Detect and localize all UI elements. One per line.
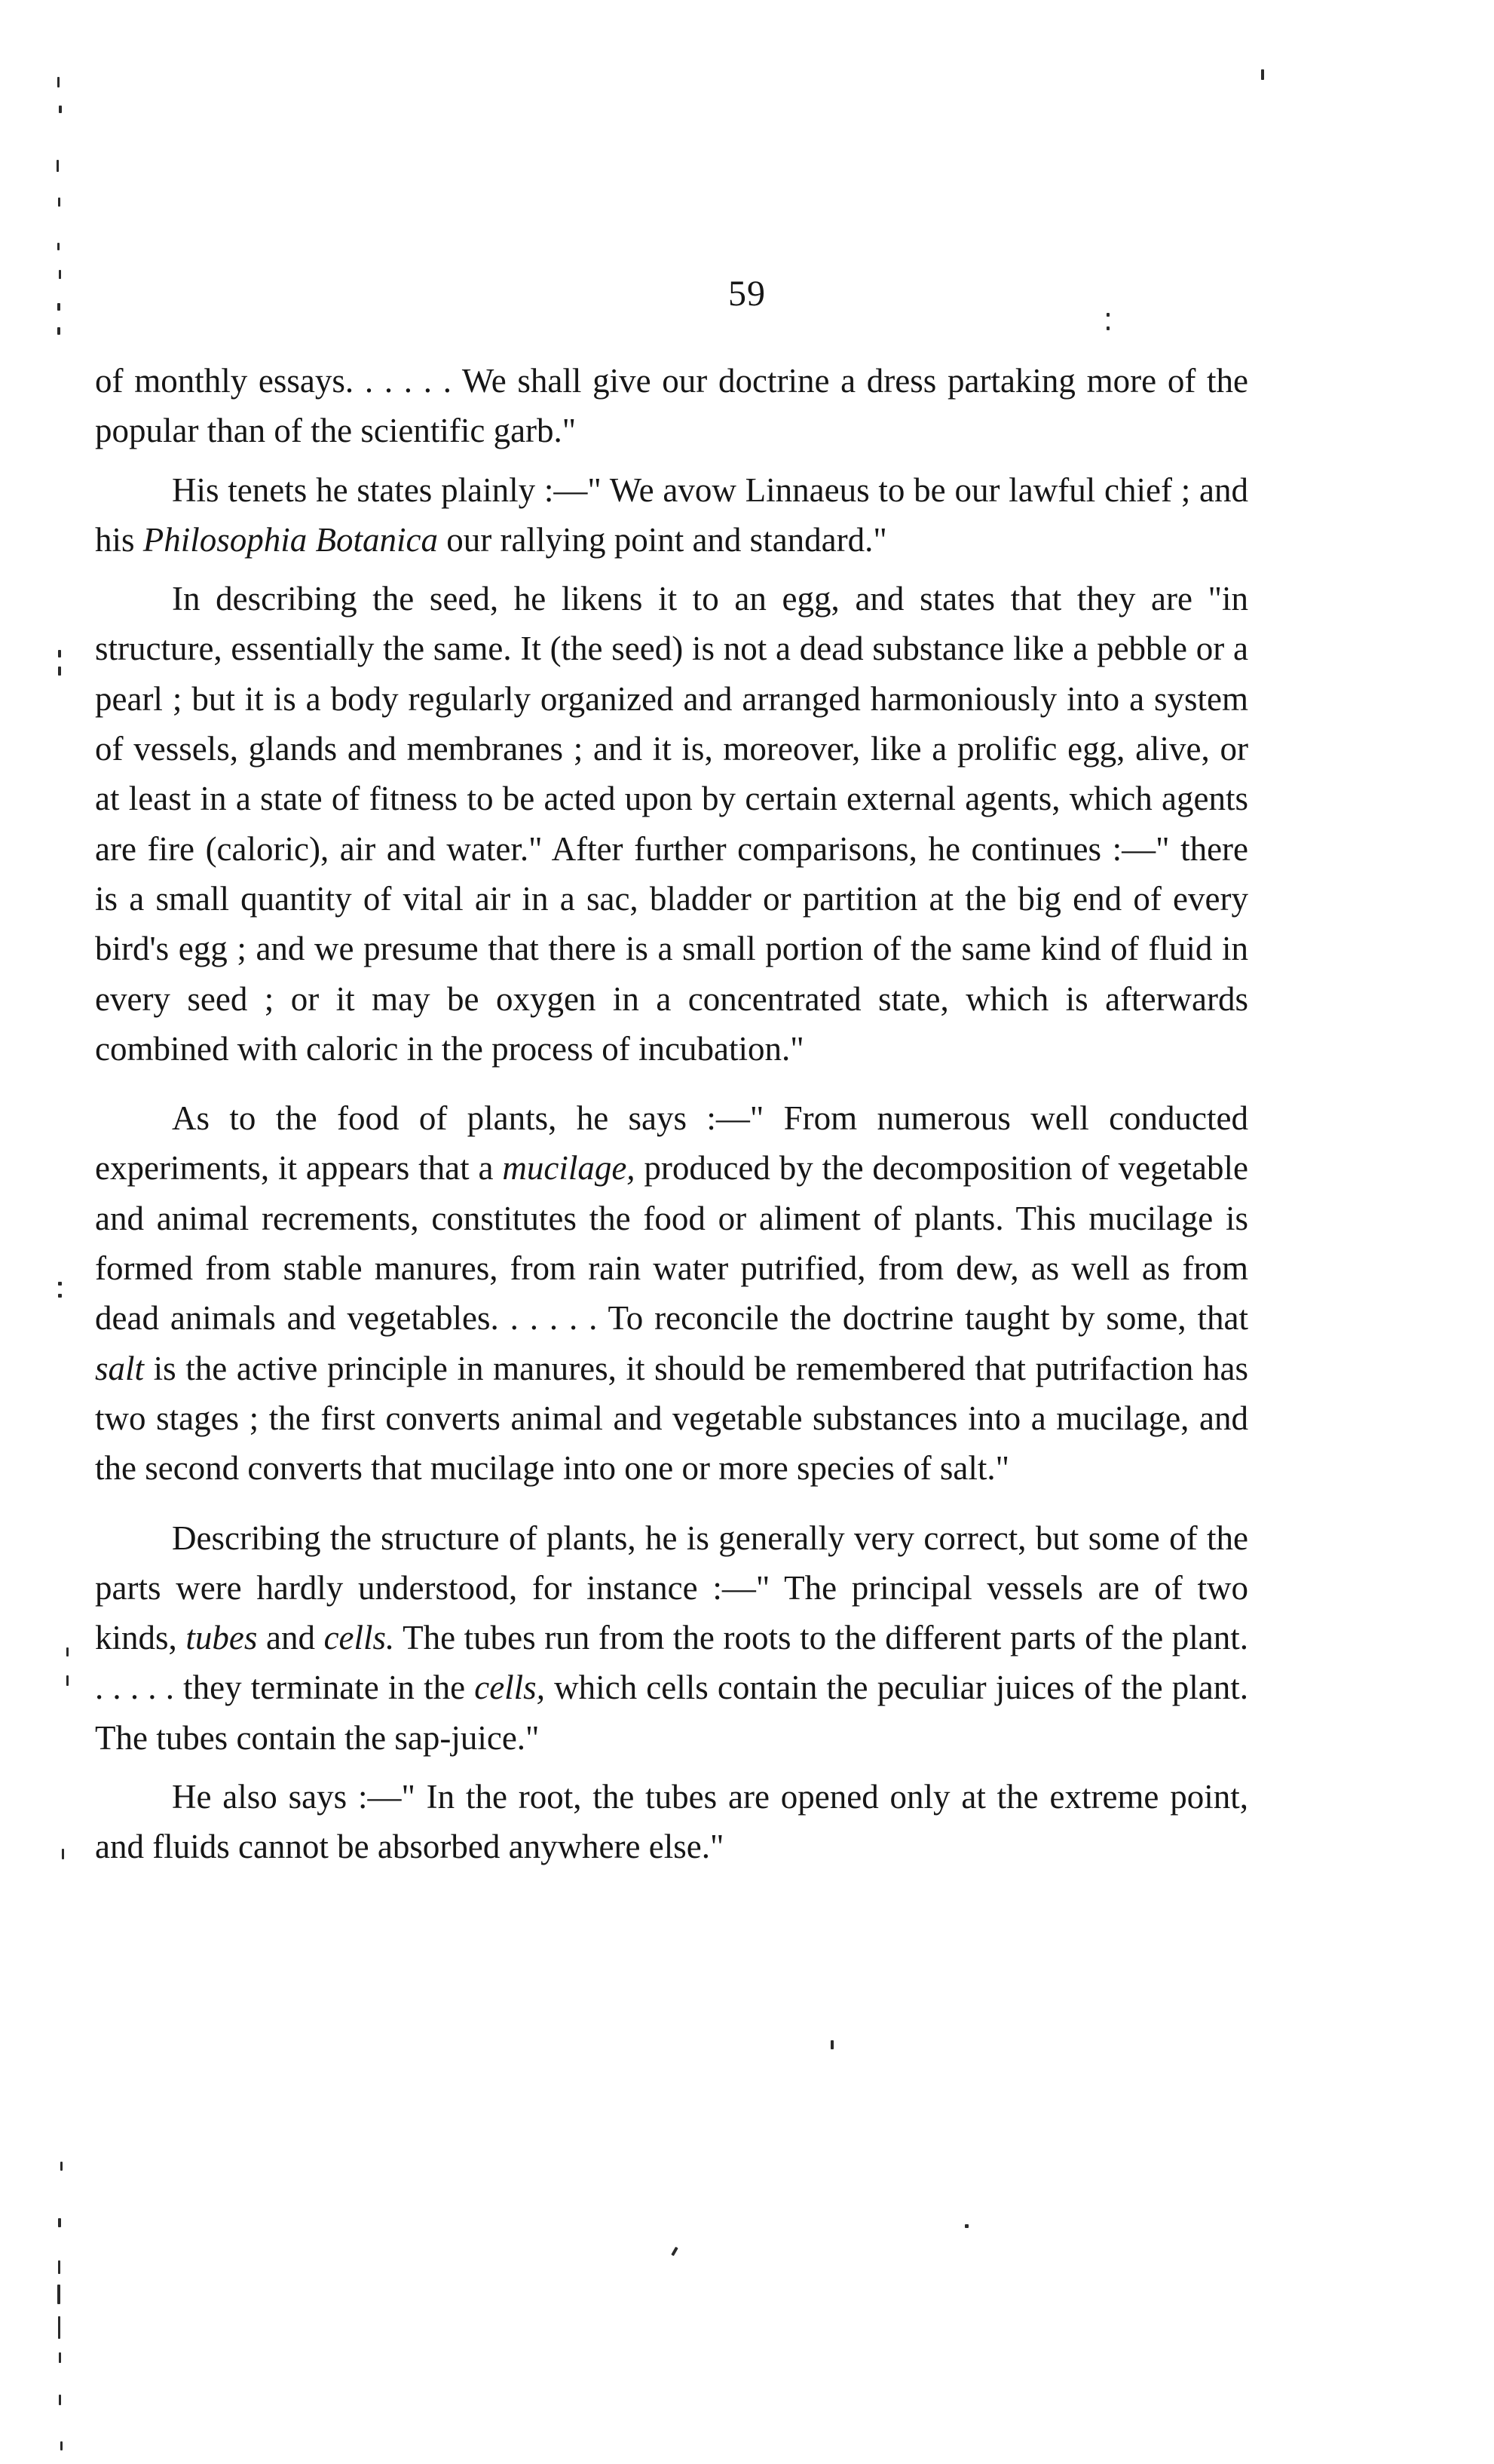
paragraph-text: As to the food of plants, he says :—" From numerous well conducted experiments, it appears that a: [95, 1099, 1248, 1188]
scan-speck: [1107, 326, 1110, 330]
italic-term: tubes: [185, 1619, 258, 1657]
paragraph: [95, 356, 1248, 456]
scan-speck: [58, 198, 60, 207]
italic-term: cells,: [474, 1669, 545, 1707]
paragraph: [95, 465, 1248, 565]
scan-speck: [60, 2162, 63, 2171]
paragraph-text: and: [257, 1619, 324, 1657]
paragraph: [95, 1093, 1248, 1493]
scan-speck: [57, 160, 59, 172]
italic-term: salt: [95, 1349, 145, 1387]
paragraph-text: The tubes run from the roots to the different parts of the plant. . . . . . they terminate in the: [95, 1619, 1248, 1707]
scan-speck: [60, 2441, 63, 2450]
scan-speck: [58, 2316, 60, 2339]
scan-speck: [57, 327, 60, 335]
paragraph-text: His tenets he states plainly :—" We avow Linnaeus to be our lawful chief ; and his: [95, 470, 1248, 559]
scan-speck: [58, 650, 61, 657]
body-text: [95, 356, 1248, 1872]
scan-speck: [59, 2352, 61, 2363]
scan-speck: [57, 2285, 60, 2304]
paragraph: [95, 574, 1248, 1074]
scan-speck: [62, 1849, 64, 1859]
paragraph-text: of monthly essays. . . . . . We shall give our doctrine a dress partaking more of the popular than of the scientific garb.": [95, 362, 1248, 450]
paragraph-text: Describing the structure of plants, he is generally very correct, but some of the parts were hardly understood, for instance :—" The principal vessels are of two kinds,: [95, 1519, 1248, 1657]
paragraph-text: produced by the decomposition of vegetable and animal recrements, constitutes the food or aliment of plants. This mucilage is formed from stable manures, from rain water putrified, from dew, as well as from dead animals and vegetables. . . . . . To reconcile the doctrine taught by some, that: [95, 1149, 1248, 1338]
scan-speck: [57, 243, 60, 250]
scan-speck: [59, 270, 61, 279]
book-title: Philosophia Botanica: [142, 520, 438, 559]
scan-speck: [831, 2040, 834, 2049]
paragraph-text: In describing the seed, he likens it to an egg, and states that they are "in structure, essentially the same. It (the seed) is not a dead substance like a pebble or a pearl ; but it is a body regularly organized and arranged harmoniously into a system of vessels, glands and membranes ; and it is, moreover, like a prolific egg, alive, or at least in a state of fitness to be acted upon by certain external agents, which agents are fire (caloric), air and water." After further comparisons, he continues :—" there is a small quantity of vital air in a sac, bladder or partition at the big end of every bird's egg ; and we presume that there is a small portion of the same kind of fluid in every seed ; or it may be oxygen in a concentrated state, which is afterwards combined with caloric in the process of incubation.": [95, 580, 1248, 1068]
paragraph-text: is the active principle in manures, it should be remembered that putrifaction has two stages ; the first converts animal and vegetable substances into a mucilage, and the second converts that mucilage into one or more species of salt.": [95, 1349, 1248, 1488]
scan-speck: [57, 77, 60, 87]
scan-speck: [59, 2395, 61, 2405]
scan-speck: [66, 1675, 69, 1686]
scan-speck: [66, 1647, 69, 1656]
scan-speck: [57, 303, 60, 311]
scan-speck: [58, 667, 61, 676]
italic-term: mucilage,: [502, 1149, 635, 1188]
paragraph: [95, 1513, 1248, 1763]
paragraph-text: which cells contain the peculiar juices of the plant. The tubes contain the sap-juice.": [95, 1669, 1248, 1757]
italic-term: cells.: [323, 1619, 395, 1657]
scan-speck: [671, 2247, 678, 2256]
scan-speck: [58, 1294, 62, 1298]
scan-speck: [58, 2260, 60, 2274]
paragraph-text: He also says :—" In the root, the tubes are opened only at the extreme point, and fluids cannot be absorbed anywhere else.": [95, 1778, 1248, 1866]
scan-speck: [1107, 313, 1110, 317]
scan-speck: [1261, 69, 1264, 80]
scan-speck: [58, 1282, 62, 1286]
paragraph: [95, 1772, 1248, 1872]
page-number: 59: [728, 274, 766, 314]
paragraph-text: our rallying point and standard.": [438, 520, 887, 559]
scan-speck: [59, 106, 62, 113]
scan-speck: [58, 2218, 61, 2227]
scan-speck: [965, 2224, 969, 2228]
